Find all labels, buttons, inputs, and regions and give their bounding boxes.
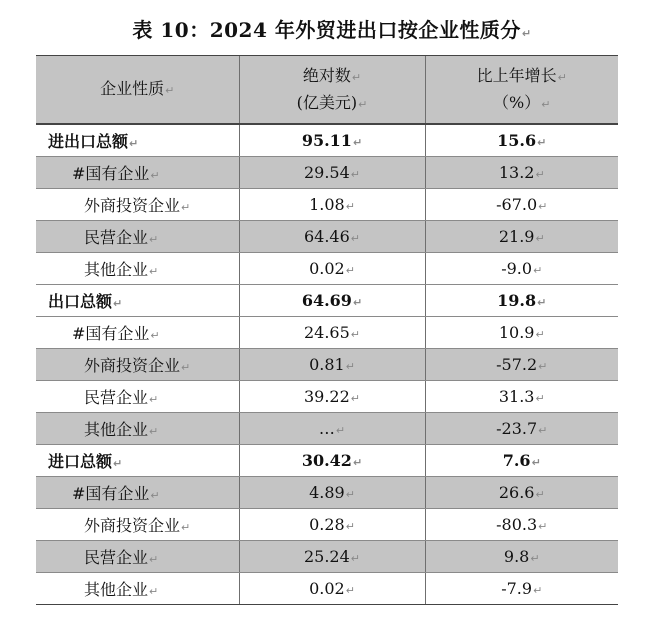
row-value [239,381,425,413]
return-mark: ↵ [535,328,545,341]
row-growth [425,253,618,285]
return-mark: ↵ [530,552,540,565]
table-row [36,477,618,509]
header-absolute-value [239,56,425,125]
row-growth [425,157,618,189]
row-name [36,285,239,317]
row-growth [425,573,618,605]
row-growth-text: 19.8 [497,291,537,310]
row-name-text: 出口总额 [48,292,113,311]
row-value [239,285,425,317]
row-name [36,573,239,605]
table-row [36,541,618,573]
row-value [239,221,425,253]
table-row-total [36,124,618,157]
return-mark: ↵ [345,264,355,277]
enterprise-trade-table [36,55,618,605]
table-header-row [36,56,618,125]
return-mark: ↵ [535,232,545,245]
row-value-text: 30.42 [301,451,352,470]
return-mark: ↵ [150,489,160,502]
header-enterprise-type-label: 企业性质 [100,79,165,98]
row-value-text: 0.02 [309,579,345,598]
return-mark: ↵ [535,168,545,181]
row-value-text: 24.65 [303,323,350,342]
table-row [36,573,618,605]
table-row [36,221,618,253]
return-mark: ↵ [149,425,159,438]
return-mark: ↵ [521,27,532,40]
return-mark: ↵ [345,488,355,501]
return-mark: ↵ [531,456,541,469]
row-name-text: #国有企业 [72,484,150,503]
row-growth [425,349,618,381]
row-name [36,509,239,541]
row-growth-text: -7.9 [501,579,533,598]
row-growth-text: 13.2 [498,163,535,182]
row-value-text: 0.81 [309,355,345,374]
return-mark: ↵ [149,233,159,246]
table-title-text: 表 10：2024 年外贸进出口按企业性质分 [132,18,521,42]
row-name [36,541,239,573]
return-mark: ↵ [350,328,361,341]
return-mark: ↵ [345,584,355,597]
table-row-total [36,285,618,317]
row-value [239,477,425,509]
row-name [36,381,239,413]
return-mark: ↵ [149,393,159,406]
row-name-text: #国有企业 [72,164,150,183]
return-mark: ↵ [149,553,159,566]
table-row [36,349,618,381]
return-mark: ↵ [352,136,363,149]
return-mark: ↵ [538,200,548,213]
row-name-text: 外商投资企业 [84,516,181,535]
row-value-text: … [318,419,335,438]
row-name-text: 其他企业 [84,260,149,279]
row-name [36,221,239,253]
return-mark: ↵ [538,424,548,437]
table-row-total [36,445,618,477]
table-row [36,381,618,413]
row-value [239,253,425,285]
row-name [36,157,239,189]
return-mark: ↵ [358,97,368,111]
header-absolute-value-unit: (亿美元) [296,92,358,112]
return-mark: ↵ [165,84,175,97]
row-value-text: 64.46 [303,227,350,246]
row-growth [425,189,618,221]
return-mark: ↵ [335,424,346,437]
return-mark: ↵ [352,296,363,309]
row-value [239,413,425,445]
row-growth [425,413,618,445]
row-name-text: 民营企业 [84,548,149,567]
row-growth-text: -67.0 [496,195,538,214]
return-mark: ↵ [113,297,123,310]
row-value [239,573,425,605]
row-value-text: 0.28 [309,515,345,534]
row-growth-text: 7.6 [502,451,531,470]
return-mark: ↵ [181,201,191,214]
row-name-text: 外商投资企业 [84,196,181,215]
row-growth [425,221,618,253]
header-growth-label: 比上年增长 [476,65,557,85]
table-row [36,413,618,445]
table-row [36,509,618,541]
return-mark: ↵ [541,97,551,111]
return-mark: ↵ [537,136,547,149]
row-value-text: 64.69 [301,291,352,310]
row-growth [425,317,618,349]
row-value [239,157,425,189]
row-value-text: 29.54 [303,163,350,182]
row-growth-text: -57.2 [496,355,538,374]
row-value [239,541,425,573]
return-mark: ↵ [350,232,361,245]
row-name [36,413,239,445]
return-mark: ↵ [150,329,160,342]
return-mark: ↵ [352,456,363,469]
return-mark: ↵ [129,137,139,150]
row-growth-text: 9.8 [503,547,530,566]
row-name [36,253,239,285]
row-name-text: 其他企业 [84,420,149,439]
return-mark: ↵ [535,488,545,501]
return-mark: ↵ [345,200,355,213]
return-mark: ↵ [557,70,567,84]
return-mark: ↵ [533,264,543,277]
row-value [239,124,425,157]
row-value-text: 25.24 [303,547,350,566]
row-growth [425,541,618,573]
row-value-text: 95.11 [301,131,352,150]
return-mark: ↵ [533,584,543,597]
return-mark: ↵ [149,585,159,598]
return-mark: ↵ [345,360,355,373]
return-mark: ↵ [181,361,191,374]
row-growth-text: -80.3 [496,515,538,534]
return-mark: ↵ [350,168,361,181]
row-name-text: 其他企业 [84,580,149,599]
table-row [36,189,618,221]
row-name [36,124,239,157]
row-growth [425,381,618,413]
row-name-text: 民营企业 [84,228,149,247]
header-growth [425,56,618,125]
row-growth [425,285,618,317]
return-mark: ↵ [538,520,548,533]
row-growth [425,477,618,509]
row-name [36,349,239,381]
row-name [36,477,239,509]
return-mark: ↵ [535,392,545,405]
return-mark: ↵ [113,457,123,470]
table-title [0,14,664,43]
row-name [36,317,239,349]
row-value-text: 1.08 [309,195,345,214]
table-row [36,253,618,285]
row-growth [425,509,618,541]
return-mark: ↵ [149,265,159,278]
row-growth-text: -9.0 [501,259,533,278]
row-growth-text: -23.7 [496,419,538,438]
return-mark: ↵ [345,520,355,533]
row-value-text: 39.22 [303,387,350,406]
row-value [239,509,425,541]
row-name-text: 进口总额 [48,452,113,471]
return-mark: ↵ [181,521,191,534]
row-growth [425,124,618,157]
row-name [36,189,239,221]
row-value [239,317,425,349]
row-name-text: 进出口总额 [48,132,129,151]
row-name-text: 民营企业 [84,388,149,407]
row-value [239,189,425,221]
table-row [36,317,618,349]
header-absolute-value-label: 绝对数 [302,65,351,85]
return-mark: ↵ [350,392,361,405]
row-name-text: #国有企业 [72,324,150,343]
row-growth [425,445,618,477]
row-growth-text: 21.9 [498,227,535,246]
row-growth-text: 10.9 [498,323,535,342]
row-growth-text: 31.3 [498,387,535,406]
row-growth-text: 26.6 [498,483,535,502]
header-growth-unit: （%） [493,92,541,112]
return-mark: ↵ [538,360,548,373]
table-row [36,157,618,189]
row-growth-text: 15.6 [497,131,537,150]
row-value-text: 0.02 [309,259,345,278]
return-mark: ↵ [150,169,160,182]
row-value [239,349,425,381]
return-mark: ↵ [351,70,362,84]
header-enterprise-type [36,56,239,125]
row-value-text: 4.89 [309,483,345,502]
row-name-text: 外商投资企业 [84,356,181,375]
return-mark: ↵ [537,296,547,309]
row-value [239,445,425,477]
row-name [36,445,239,477]
return-mark: ↵ [350,552,361,565]
